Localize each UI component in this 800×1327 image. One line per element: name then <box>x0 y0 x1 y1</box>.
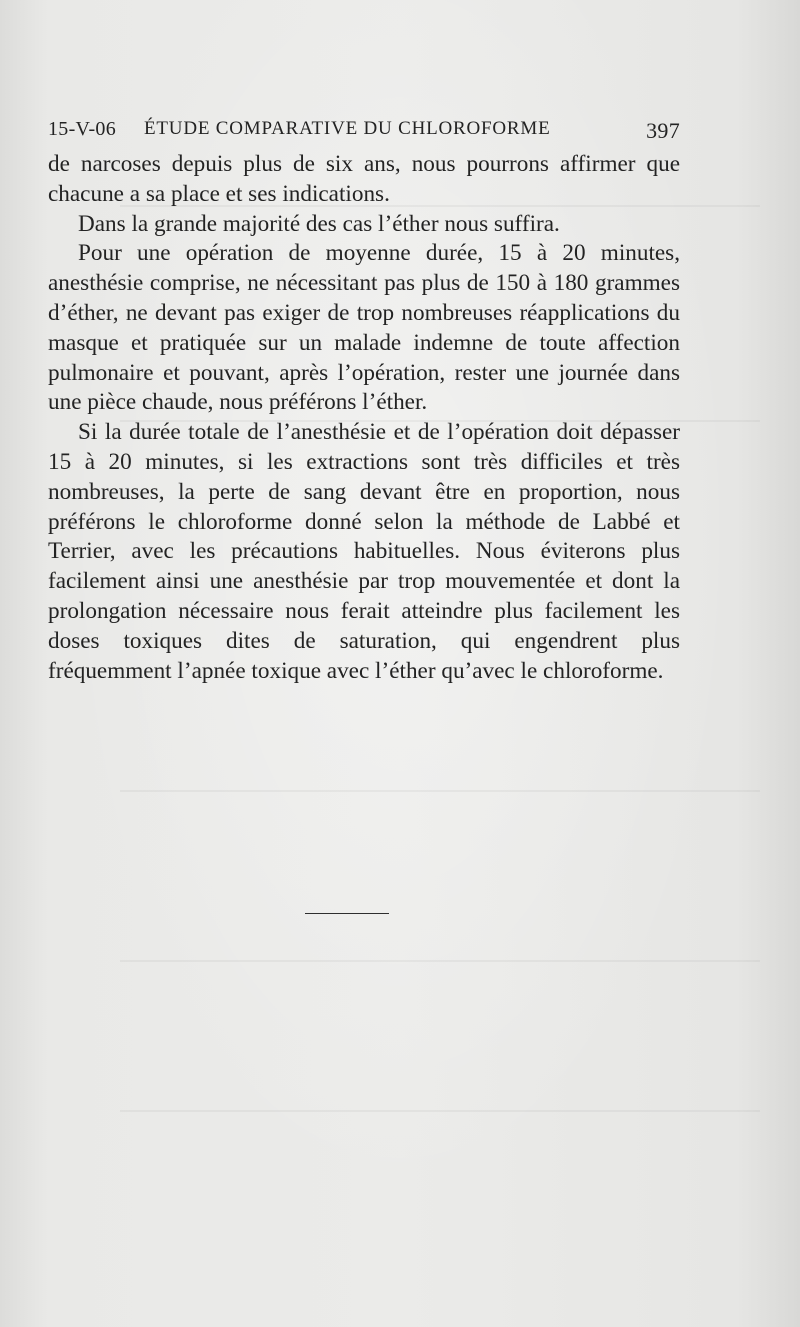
running-title: ÉTUDE COMPARATIVE DU CHLOROFORME <box>144 118 551 139</box>
paragraph: Pour une opération de moyenne durée, 15 à 20 minutes, anesthésie comprise, ne nécessitant pas plus de 150 à 180 grammes d’éther, ne devant pas exiger de trop nombreuses réapplications du masque et pratiquée sur un malade indemne de toute affection pulmonaire et pouvant, après l’opération, rester une journée dans une pièce chaude, nous préférons l’éther. <box>48 240 680 416</box>
body-text <box>48 150 680 686</box>
paragraph: Dans la grande majorité des cas l’éther nous suffira. <box>78 210 560 237</box>
issue-date: 15-V-06 <box>48 118 117 140</box>
page-number: 397 <box>646 118 680 143</box>
section-end-rule <box>305 913 389 914</box>
running-head <box>48 118 680 148</box>
bleed-through-mark <box>120 790 760 792</box>
bleed-through-mark <box>120 960 760 962</box>
bleed-through-mark <box>120 1110 760 1112</box>
paragraph: Si la durée totale de l’anesthésie et de l’opération doit dépasser 15 à 20 minutes, si les extractions sont très difficiles et très nombreuses, la perte de sang devant être en proportion, nous préférons le chloroforme donné selon la méthode de Labbé et Terrier, avec les précautions habituelles. Nous éviterons plus facilement ainsi une anesthésie par trop mouvementée et dont la prolongation nécessaire nous ferait atteindre plus facilement les doses toxiques dites de saturation, qui engendrent plus fréquemment l’apnée toxique avec l’éther qu’avec le chloroforme. <box>48 419 680 684</box>
paragraph-continuation: de narcoses depuis plus de six ans, nous pourrons affirmer que chacune a sa place et ses indications. <box>48 151 680 207</box>
